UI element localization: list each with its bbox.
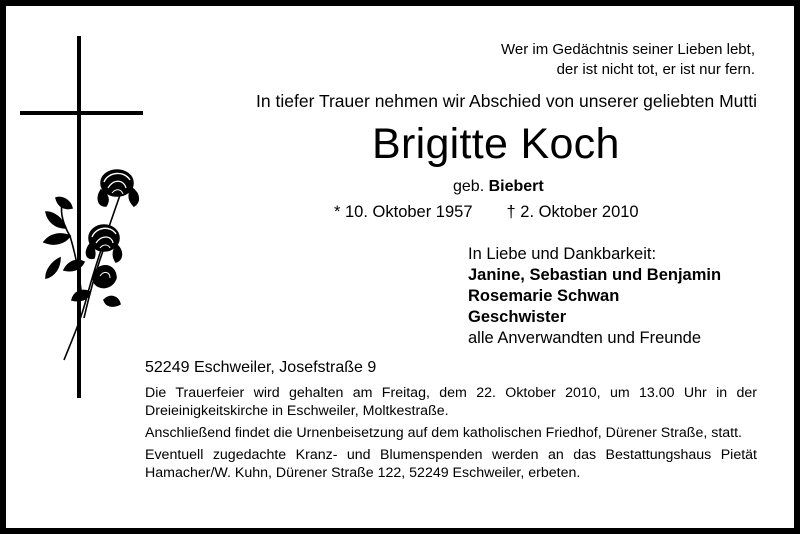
- mourner-line: Rosemarie Schwan: [468, 287, 620, 305]
- cross-icon: [20, 36, 143, 398]
- mourner-line: Janine, Sebastian und Benjamin: [468, 266, 722, 284]
- quote-line-1: Wer im Gedächtnis seiner Lieben lebt,: [500, 41, 755, 58]
- rose-bud-icon: [93, 266, 116, 288]
- funeral-detail-paragraph: Eventuell zugedachte Kranz- und Blumenspenden werden an das Bestattungshaus Pietät Hamacher/W. Kuhn, Dürener Straße 122, 52249 Eschweiler, erbeten.: [145, 447, 757, 481]
- born-prefix: geb.: [453, 178, 485, 195]
- life-dates: [334, 203, 639, 222]
- memorial-quote: [501, 40, 755, 80]
- rose-bouquet-icon: [44, 170, 138, 360]
- rose-leaves-icon: [44, 197, 120, 306]
- funeral-detail-paragraph: Anschließend findet die Urnenbeisetzung auf dem katholischen Friedhof, Dürener Straße, statt.: [145, 425, 742, 441]
- mourners-closing: alle Anverwandten und Freunde: [468, 329, 701, 347]
- funeral-detail-paragraph: Die Trauerfeier wird gehalten am Freitag, dem 22. Oktober 2010, um 13.00 Uhr in der Dreieinigkeitskirche in Eschweiler, Moltkestraße.: [145, 385, 757, 419]
- birth-date: * 10. Oktober 1957: [334, 203, 473, 221]
- deceased-name: Brigitte Koch: [372, 120, 620, 168]
- rose-middle-icon: [87, 225, 122, 262]
- funeral-details: [145, 384, 757, 486]
- mourners-heading: In Liebe und Dankbarkeit:: [468, 245, 657, 263]
- birth-name-line: [453, 178, 544, 196]
- family-address: 52249 Eschweiler, Josefstraße 9: [145, 359, 377, 376]
- intro-line: In tiefer Trauer nehmen wir Abschied von unserer geliebten Mutti: [256, 91, 757, 111]
- death-date: † 2. Oktober 2010: [506, 203, 639, 221]
- birth-name: Biebert: [488, 178, 544, 195]
- quote-line-2: der ist nicht tot, er ist nur fern.: [556, 61, 755, 78]
- mourners-block: [468, 244, 721, 349]
- mourner-line: Geschwister: [468, 308, 567, 326]
